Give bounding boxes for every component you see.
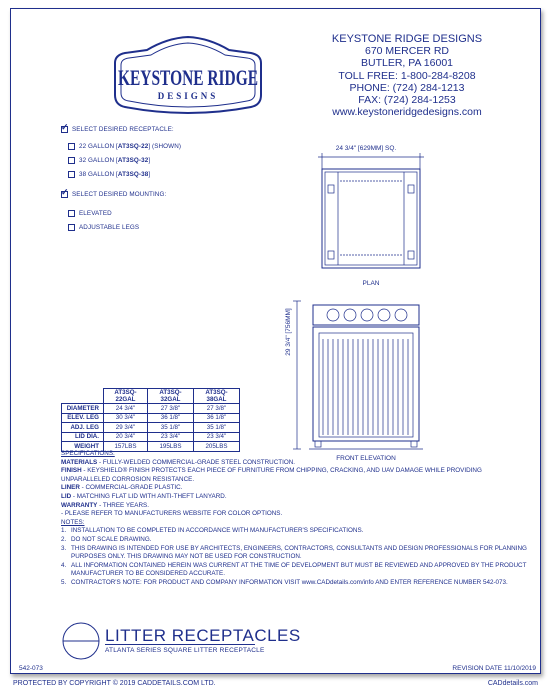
specifications-block: [61, 450, 531, 588]
checkbox-icon[interactable]: [68, 143, 75, 150]
plan-dimension: 24 3/4" [629MM] SQ.: [335, 145, 397, 152]
spec-table: [61, 388, 240, 452]
list-item: 5. CONTRACTOR'S NOTE: FOR PRODUCT AND COMPANY INFORMATION VISIT www.CADdetails.com/info AND ENTER REFERENCE NUMBER 542-073.: [61, 578, 508, 586]
table-row: DIAMETER 24 3/4" 27 3/8" 27 3/8": [62, 404, 240, 414]
notes-heading: NOTES:: [61, 518, 85, 526]
table-row: ADJ. LEG 29 3/4" 35 1/8" 35 1/8": [62, 423, 240, 433]
elevation-label: FRONT ELEVATION: [336, 455, 396, 462]
table-row: WEIGHT 157LBS 195LBS 205LBS: [62, 442, 240, 452]
checkbox-icon[interactable]: [68, 171, 75, 178]
table-header-row: AT3SQ-22GAL AT3SQ-32GAL AT3SQ-38GAL: [62, 389, 240, 404]
elevation-dimension: 29 3/4" [756MM]: [285, 308, 292, 356]
spec-liner: LINER - COMMERCIAL-GRADE PLASTIC.: [61, 484, 183, 492]
logo-sub-text: DESIGNS: [157, 91, 219, 101]
list-item: 1. INSTALLATION TO BE COMPLETED IN ACCORDANCE WITH MANUFACTURER'S SPECIFICATIONS.: [61, 527, 364, 535]
company-name: KEYSTONE RIDGE DESIGNS: [331, 33, 483, 45]
plan-view-drawing: [316, 151, 426, 276]
receptacle-option-38[interactable]: 38 GALLON [AT3SQ-38]: [68, 171, 150, 178]
receptacle-option-32[interactable]: 32 GALLON [AT3SQ-32]: [68, 157, 150, 164]
caddetails-link[interactable]: CADdetails.com: [487, 680, 538, 687]
checkbox-icon[interactable]: [68, 157, 75, 164]
company-toll-free: TOLL FREE: 1-800-284-8208: [338, 69, 476, 82]
company-info: [307, 33, 507, 118]
checkbox-icon[interactable]: [68, 224, 75, 231]
spec-warranty: WARRANTY - THREE YEARS.: [61, 501, 149, 509]
checkbox-icon[interactable]: [68, 210, 75, 217]
section-symbol-icon: [61, 621, 101, 661]
spec-colors: - PLEASE REFER TO MANUFACTURERS WEBSITE FOR COLOR OPTIONS.: [61, 510, 283, 518]
company-fax: FAX: (724) 284-1253: [358, 94, 456, 107]
title-underline: [105, 644, 255, 645]
checkbox-icon[interactable]: [61, 126, 68, 133]
notes-list: [61, 527, 531, 587]
spec-finish: FINISH - KEYSHIELD® FINISH PROTECTS EACH PIECE OF FURNITURE FROM CHIPPING, CRACKING, AND UAV DAMAGE WHILE PROVIDING UNPARALLELED CORROSION RESISTANCE.: [61, 467, 482, 483]
company-address1: 670 MERCER RD: [364, 45, 450, 58]
list-item: 3. THIS DRAWING IS INTENDED FOR USE BY ARCHITECTS, ENGINEERS, CONTRACTORS, CONSULTANTS AND DESIGN PROFESSIONALS FOR PLANNING PURPOSES ONLY. THIS DRAWING MAY NOT BE USED FOR CONSTRUCTION.: [61, 544, 527, 561]
specifications-heading: SPECIFICATIONS:: [61, 450, 115, 457]
mounting-option-elevated[interactable]: ELEVATED: [68, 210, 112, 217]
table-row: ELEV. LEG 30 3/4" 36 1/8" 36 1/8": [62, 413, 240, 423]
list-item: 4. ALL INFORMATION CONTAINED HEREIN WAS CURRENT AT THE TIME OF DEVELOPMENT BUT MUST BE REVIEWED AND APPROVED BY THE PRODUCT MANUFACTURER TO BE CONSIDERED ACCURATE.: [61, 561, 527, 578]
company-website[interactable]: www.keystoneridgedesigns.com: [332, 106, 482, 119]
company-phone: PHONE: (724) 284-1213: [349, 81, 465, 94]
copyright-text: PROTECTED BY COPYRIGHT © 2019 CADDETAILS.COM LTD.: [13, 680, 216, 687]
revision-date: REVISION DATE 11/10/2019: [452, 665, 536, 672]
drawing-sheet: [10, 8, 541, 674]
drawing-subtitle: ATLANTA SERIES SQUARE LITTER RECEPTACLE: [105, 647, 265, 654]
spec-lid: LID - MATCHING FLAT LID WITH ANTI-THEFT LANYARD.: [61, 492, 227, 500]
spec-materials: MATERIALS - FULLY-WELDED COMMERCIAL-GRADE STEEL CONSTRUCTION.: [61, 458, 296, 466]
logo-main-text: KEYSTONE RIDGE: [118, 65, 258, 90]
company-address2: BUTLER, PA 16001: [360, 57, 454, 70]
reference-number: 542-073: [19, 665, 43, 672]
checkbox-icon[interactable]: [61, 191, 68, 198]
table-row: LID DIA. 20 3/4" 23 3/4" 23 3/4": [62, 432, 240, 442]
keystone-ridge-logo: [107, 33, 269, 115]
mounting-option-adjustable-legs[interactable]: ADJUSTABLE LEGS: [68, 224, 139, 231]
list-item: 2. DO NOT SCALE DRAWING.: [61, 535, 152, 543]
plan-label: PLAN: [362, 280, 380, 287]
receptacle-heading: ✓ SELECT DESIRED RECEPTACLE:: [61, 126, 174, 133]
drawing-title: LITTER RECEPTACLES: [105, 626, 301, 645]
front-elevation-drawing: [287, 299, 437, 451]
mounting-heading: ✓ SELECT DESIRED MOUNTING:: [61, 191, 166, 198]
receptacle-option-22[interactable]: 22 GALLON [AT3SQ-22] (SHOWN): [68, 143, 181, 150]
